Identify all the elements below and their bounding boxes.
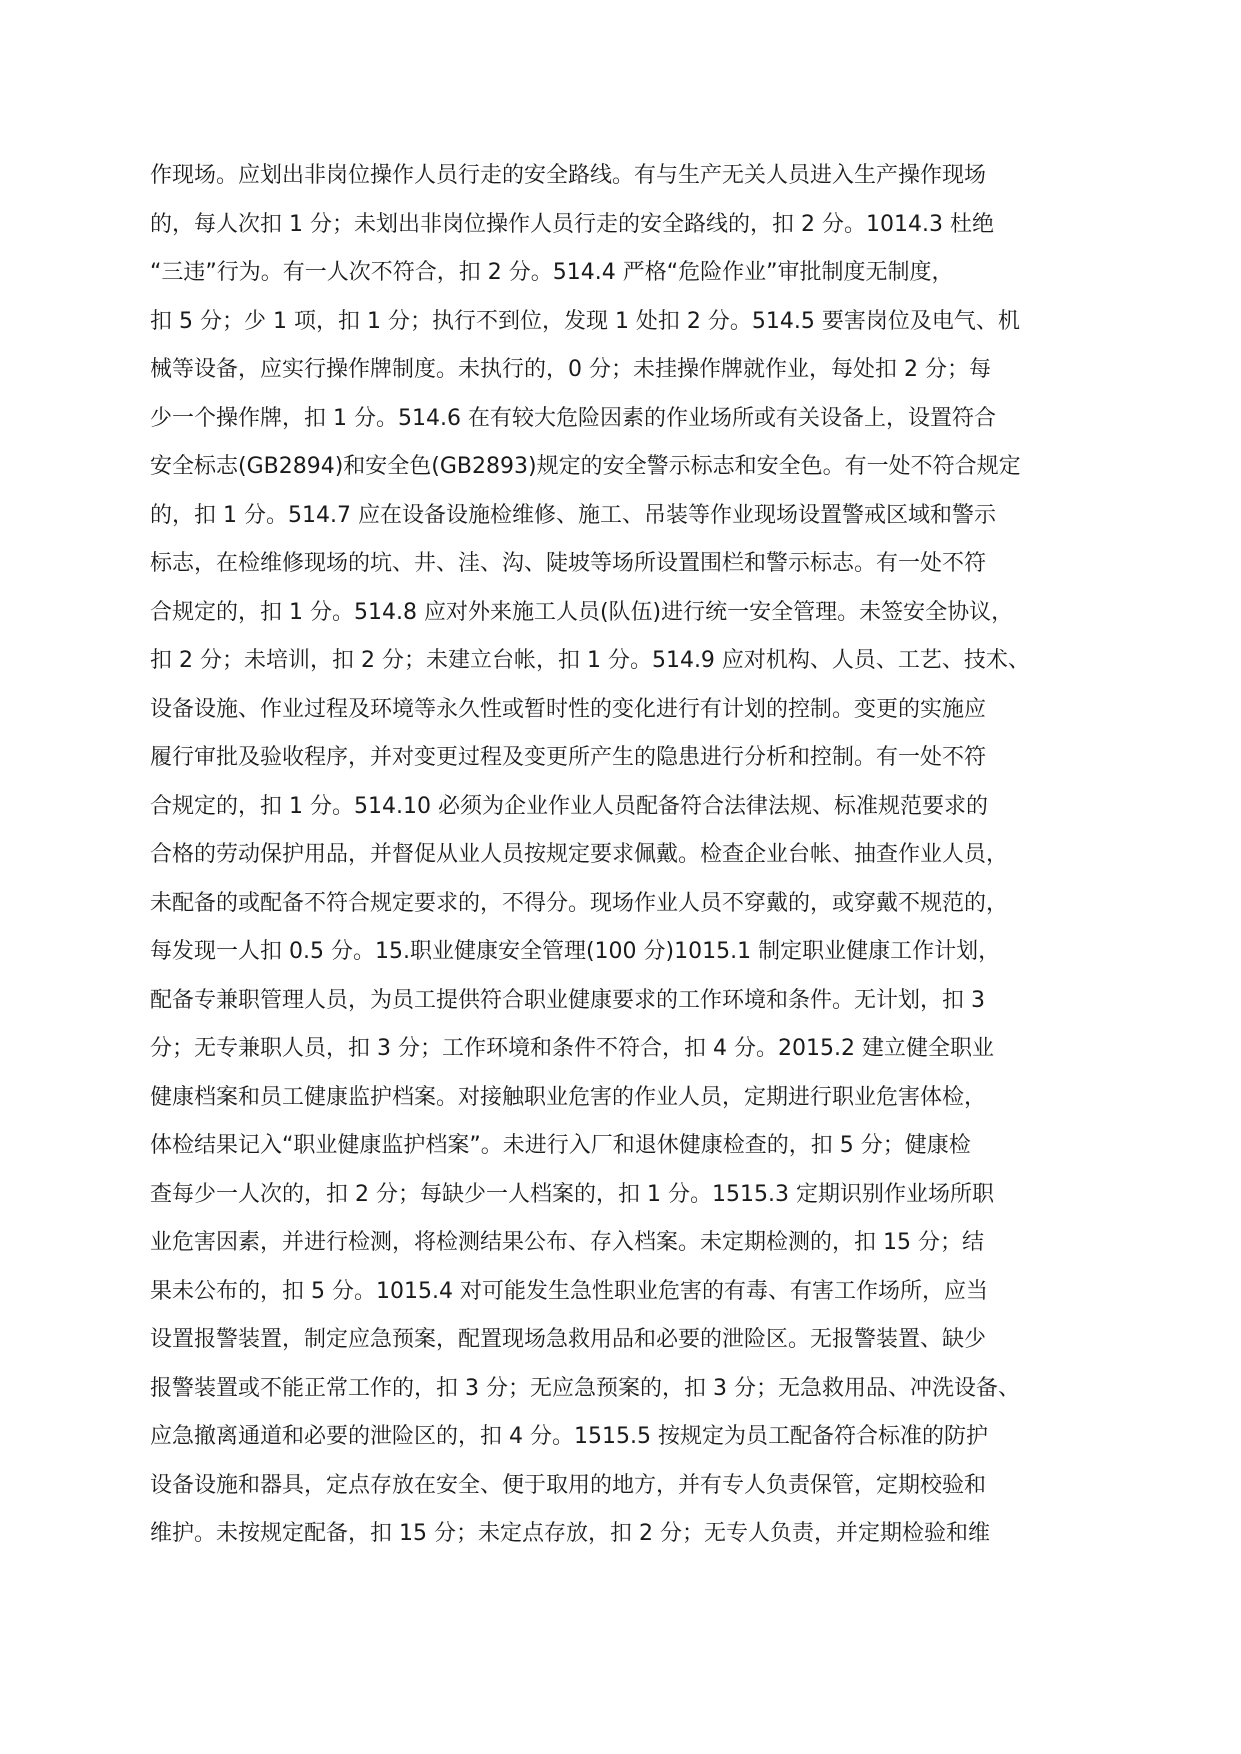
- text-line: 的，每人次扣 1 分；未划出非岗位操作人员行走的安全路线的，扣 2 分。1014.3 杜绝: [150, 211, 994, 237]
- text-line: 设置报警装置，制定应急预案，配置现场急救用品和必要的泄险区。无报警装置、缺少: [150, 1327, 987, 1352]
- text-line: 健康档案和员工健康监护档案。对接触职业危害的作业人员，定期进行职业危害体检，: [150, 1084, 987, 1110]
- text-line: 设备设施、作业过程及环境等永久性或暂时性的变化进行有计划的控制。变更的实施应: [150, 696, 987, 722]
- text-line: 履行审批及验收程序，并对变更过程及变更所产生的隐患进行分析和控制。有一处不符: [150, 745, 987, 770]
- text-line: 维护。未按规定配备，扣 15 分；未定点存放，扣 2 分；无专人负责，并定期检验和维: [150, 1521, 990, 1546]
- text-line: 查每少一人次的，扣 2 分；每缺少一人档案的，扣 1 分。1515.3 定期识别作业场所职: [150, 1181, 994, 1207]
- text-line: 未配备的或配备不符合规定要求的，不得分。现场作业人员不穿戴的，或穿戴不规范的，: [150, 890, 1009, 916]
- text-line: 分；无专兼职人员，扣 3 分；工作环境和条件不符合，扣 4 分。2015.2 建立健全职业: [150, 1036, 994, 1061]
- text-line: 果未公布的，扣 5 分。1015.4 对可能发生急性职业危害的有毒、有害工作场所，应当: [150, 1278, 988, 1304]
- text-line: 械等设备，应实行操作牌制度。未执行的，0 分；未挂操作牌就作业，每处扣 2 分；每: [150, 357, 991, 382]
- text-line: 每发现一人扣 0.5 分。15.职业健康安全管理(100 分)1015.1 制定职业健康工作计划，: [150, 939, 1001, 964]
- text-line: 设备设施和器具，定点存放在安全、便于取用的地方，并有专人负责保管，定期校验和: [150, 1472, 987, 1498]
- text-line: 应急撤离通道和必要的泄险区的，扣 4 分。1515.5 按规定为员工配备符合标准的防护: [150, 1424, 988, 1449]
- text-line: 合规定的，扣 1 分。514.8 应对外来施工人员(队伍)进行统一安全管理。未签安全协议，: [150, 599, 1014, 625]
- text-line: 扣 5 分；少 1 项，扣 1 分；执行不到位，发现 1 处扣 2 分。514.5 要害岗位及电气、机: [150, 308, 1020, 334]
- text-line: 合格的劳动保护用品，并督促从业人员按规定要求佩戴。检查企业台帐、抽查作业人员，: [150, 842, 1009, 867]
- text-line: “三违”行为。有一人次不符合，扣 2 分。514.4 严格“危险作业”审批制度无制度，: [150, 260, 954, 285]
- text-line: 的，扣 1 分。514.7 应在设备设施检维修、施工、吊装等作业现场设置警戒区域和警示: [150, 502, 996, 528]
- text-line: 业危害因素，并进行检测，将检测结果公布、存入档案。未定期检测的，扣 15 分；结: [150, 1230, 984, 1255]
- text-line: 安全标志(GB2894)和安全色(GB2893)规定的安全警示标志和安全色。有一处不符合规定: [150, 454, 1021, 479]
- text-line: 标志，在检维修现场的坑、井、洼、沟、陡坡等场所设置围栏和警示标志。有一处不符: [150, 551, 987, 576]
- text-line: 配备专兼职管理人员，为员工提供符合职业健康要求的工作环境和条件。无计划，扣 3: [150, 987, 985, 1013]
- text-line: 扣 2 分；未培训，扣 2 分；未建立台帐，扣 1 分。514.9 应对机构、人员、工艺、技术、: [150, 648, 1030, 673]
- text-line: 体检结果记入“职业健康监护档案”。未进行入厂和退休健康检查的，扣 5 分；健康检: [150, 1133, 971, 1158]
- text-line: 报警装置或不能正常工作的，扣 3 分；无应急预案的，扣 3 分；无急救用品、冲洗设备、: [150, 1375, 1020, 1401]
- text-line: 合规定的，扣 1 分。514.10 必须为企业作业人员配备符合法律法规、标准规范要求的: [150, 793, 988, 819]
- text-line: 作现场。应划出非岗位操作人员行走的安全路线。有与生产无关人员进入生产操作现场: [150, 163, 987, 188]
- text-line: 少一个操作牌，扣 1 分。514.6 在有较大危险因素的作业场所或有关设备上，设置符合: [150, 405, 996, 431]
- body-text: [150, 152, 1090, 1559]
